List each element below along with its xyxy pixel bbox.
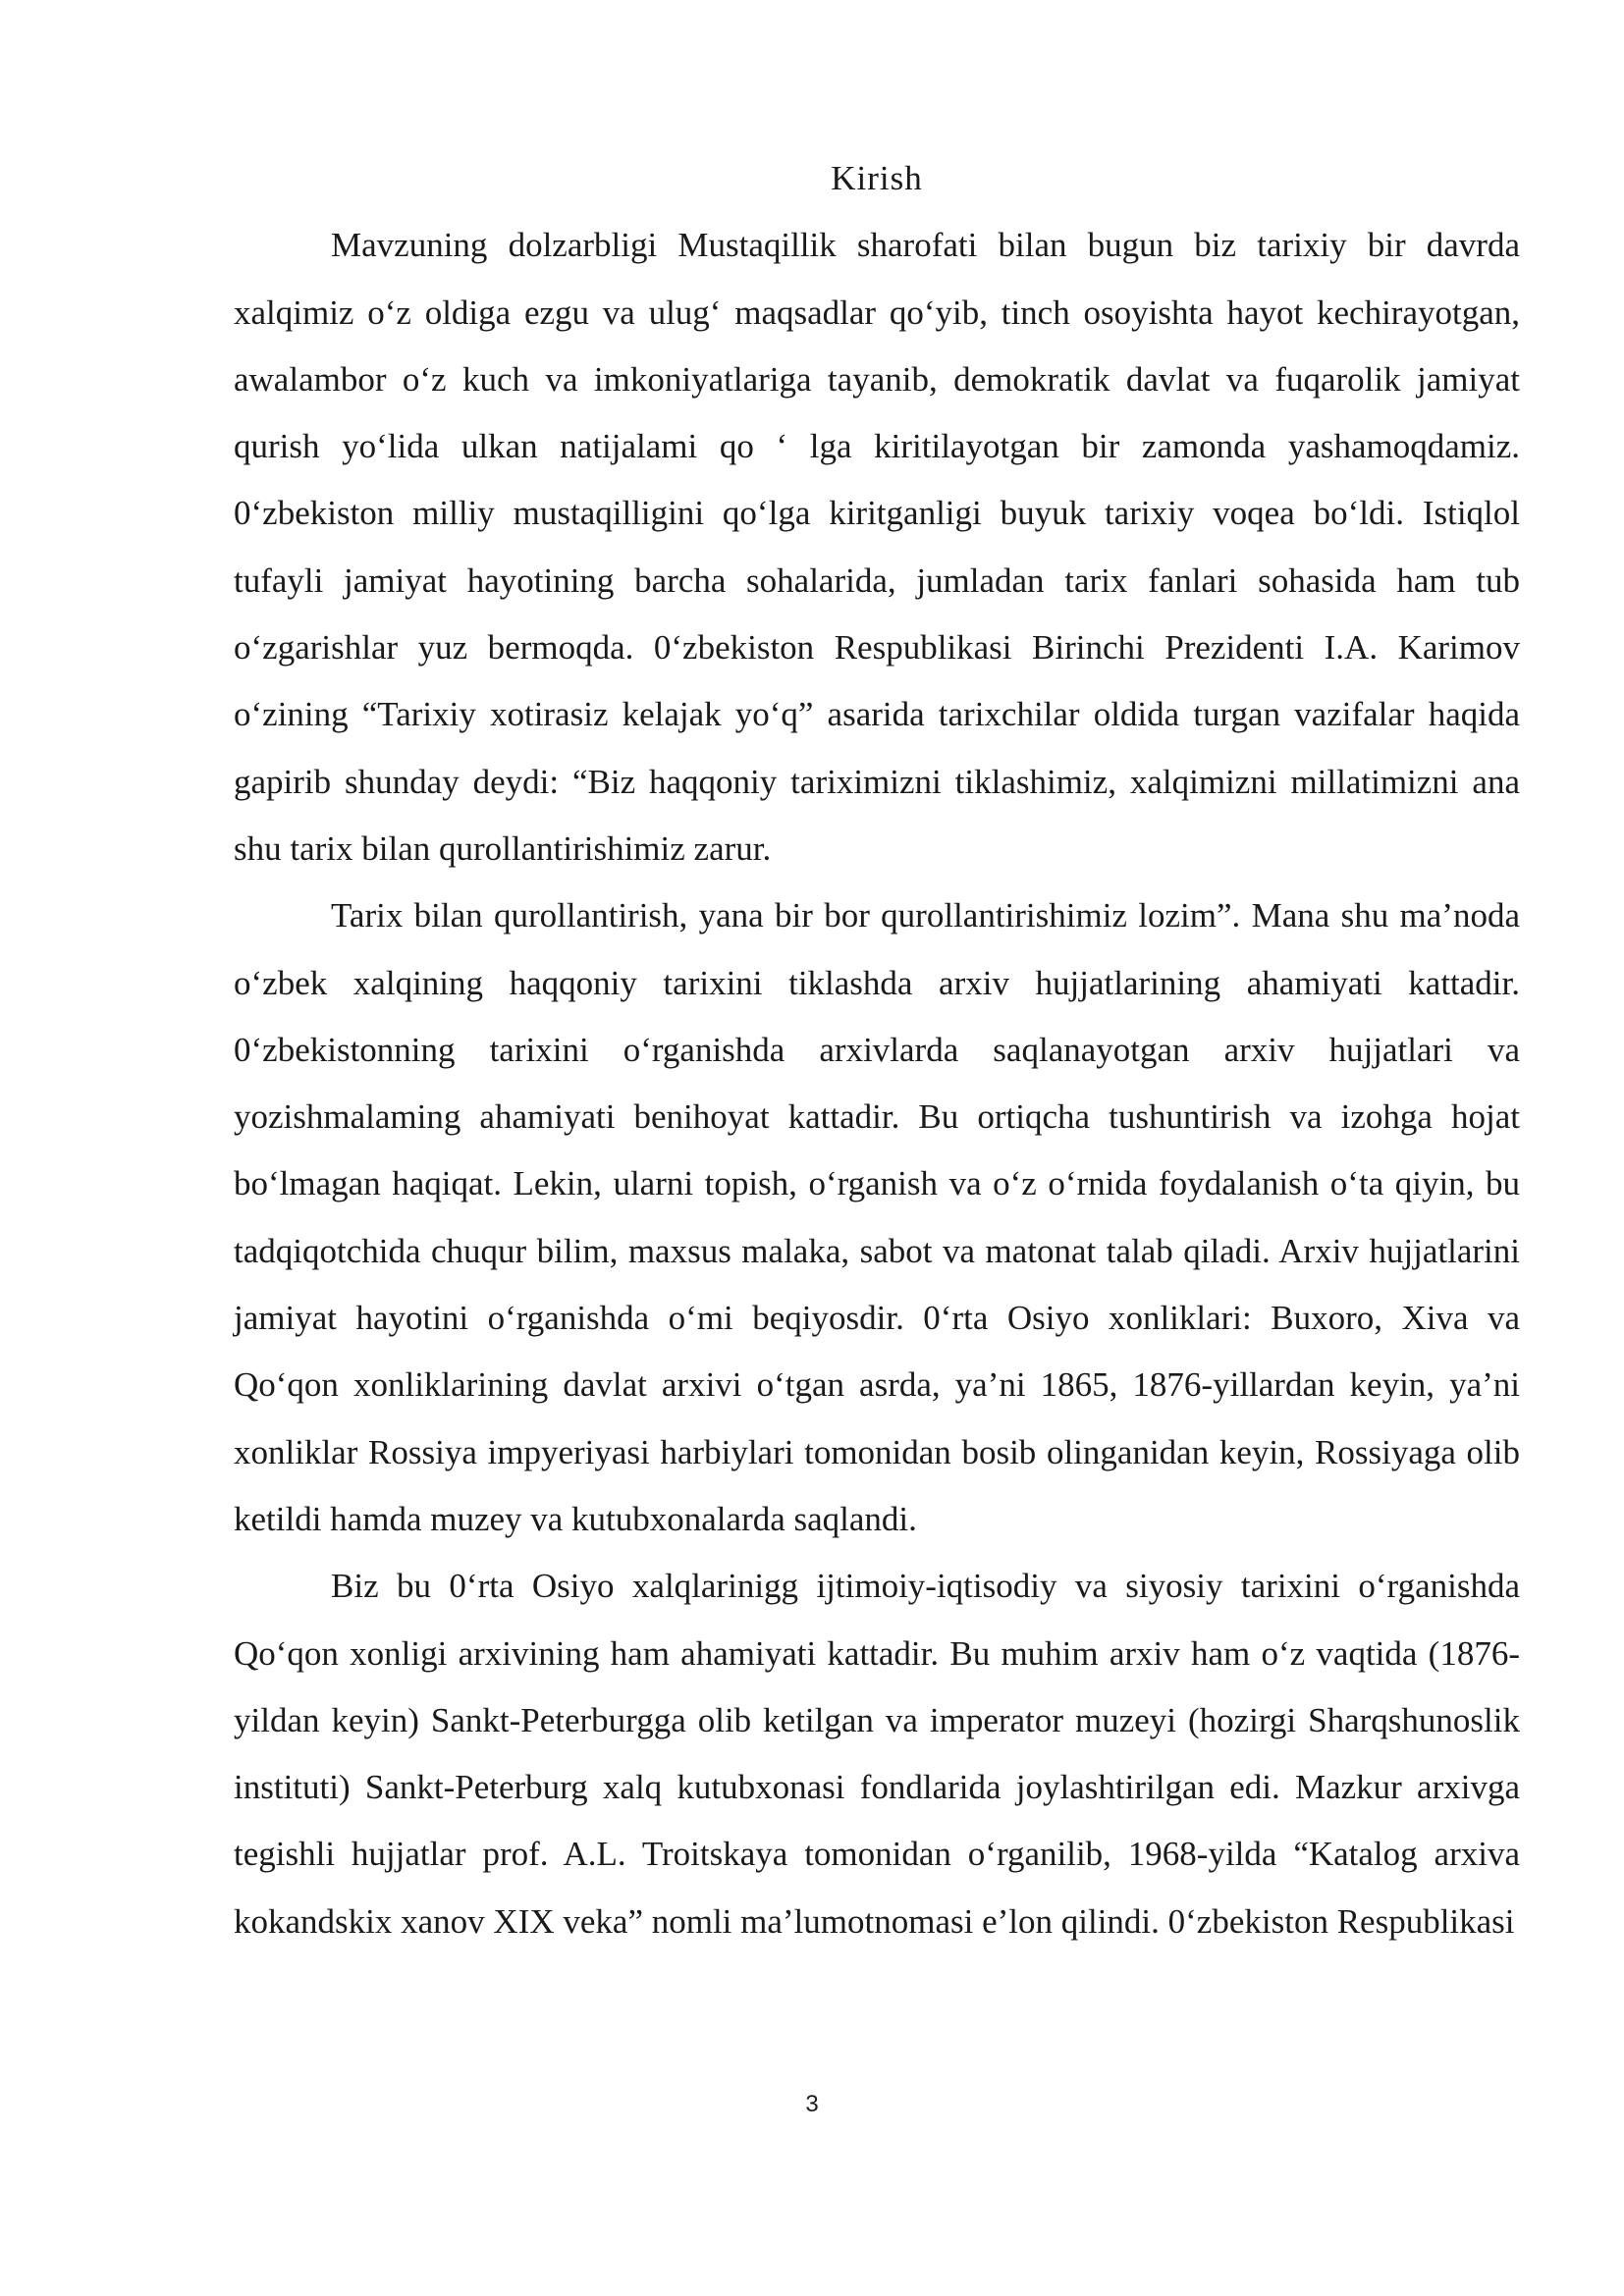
document-body	[234, 145, 1520, 1955]
paragraph-3: Biz bu 0‘rta Osiyo xalqlarinigg ijtimoiy-iqtisodiy va siyosiy tarixini o‘rganishda Qo‘qon xonligi arxivining ham ahamiyati kattadir. Bu muhim arxiv ham o‘z vaqtida (1876-yildan keyin) Sankt-Peterburgga olib ketilgan va imperator muzeyi (hozirgi Sharqshunoslik instituti) Sankt-Peterburg xalq kutubxonasi fondlarida joylashtirilgan edi. Mazkur arxivga tegishli hujjatlar prof. A.L. Troitskaya tomonidan o‘rganilib, 1968-yilda “Katalog arxiva kokandskix xanov XIX veka” nomli ma’lumotnomasi e’lon qilindi. 0‘zbekiston Respublikasi	[234, 1567, 1520, 1941]
page-number: 3	[805, 2091, 819, 2117]
paragraph-2: Tarix bilan qurollantirish, yana bir bor qurollantirishimiz lozim”. Mana shu ma’noda o‘zbek xalqining haqqoniy tarixini tiklashda arxiv hujjatlarining ahamiyati kattadir. 0‘zbekistonning tarixini o‘rganishda arxivlarda saqlanayotgan arxiv hujjatlari va yozishmalaming ahamiyati benihoyat kattadir. Bu ortiqcha tushuntirish va izohga hojat bo‘lmagan haqiqat. Lekin, ularni topish, o‘rganish va o‘z o‘rnida foydalanish o‘ta qiyin, bu tadqiqotchida chuqur bilim, maxsus malaka, sabot va matonat talab qiladi. Arxiv hujjatlarini jamiyat hayotini o‘rganishda o‘mi beqiyosdir. 0‘rta Osiyo xonliklari: Buxoro, Xiva va Qo‘qon xonliklarining davlat arxivi o‘tgan asrda, ya’ni 1865, 1876-yillardan keyin, ya’ni xonliklar Rossiya impyeriyasi harbiylari tomonidan bosib olinganidan keyin, Rossiyaga olib ketildi hamda muzey va kutubxonalarda saqlandi.	[234, 896, 1520, 1538]
paragraph-1: Mavzuning dolzarbligi Mustaqillik sharofati bilan bugun biz tarixiy bir davrda xalqimiz o‘z oldiga ezgu va ulug‘ maqsadlar qo‘yib, tinch osoyishta hayot kechirayotgan, awalambor o‘z kuch va imkoniyatlariga tayanib, demokratik davlat va fuqarolik jamiyat qurish yo‘lida ulkan natijalami qo ‘ lga kiritilayotgan bir zamonda yashamoqdamiz. 0‘zbekiston milliy mustaqilligini qo‘lga kiritganligi buyuk tarixiy voqea bo‘ldi. Istiqlol tufayli jamiyat hayotining barcha sohalarida, jumladan tarix fanlari sohasida ham tub o‘zgarishlar yuz bermoqda. 0‘zbekiston Respublikasi Birinchi Prezidenti I.A. Karimov o‘zining “Tarixiy xotirasiz kelajak yo‘q” asarida tarixchilar oldida turgan vazifalar haqida gapirib shunday deydi: “Biz haqqoniy tariximizni tiklashimiz, xalqimizni millatimizni ana shu tarix bilan qurollantirishimiz zarur.	[234, 226, 1520, 868]
document-title: Kirish	[831, 159, 923, 197]
